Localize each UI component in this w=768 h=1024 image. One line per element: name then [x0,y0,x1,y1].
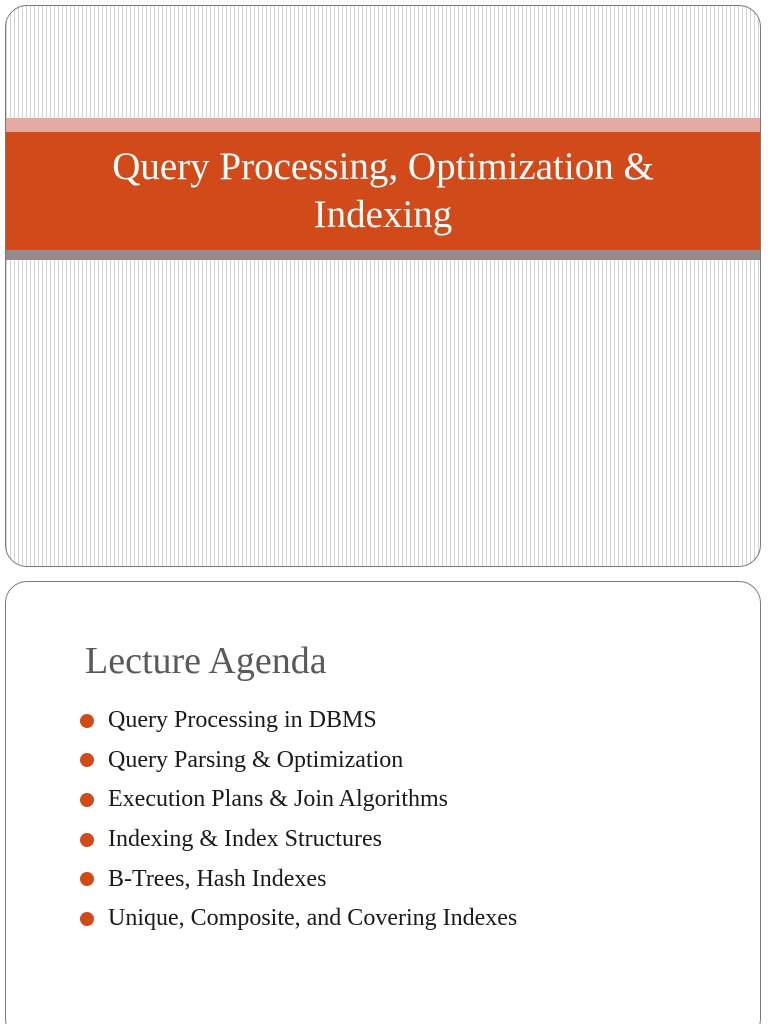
agenda-item-text: Unique, Composite, and Covering Indexes [108,905,518,932]
agenda-list [80,701,517,939]
agenda-item [80,701,517,741]
title-band-bottom-stripe [6,250,760,260]
bullet-dot-icon [80,912,94,926]
agenda-item [80,741,517,781]
bullet-dot-icon [80,872,94,886]
agenda-item-text: B-Trees, Hash Indexes [108,865,327,892]
agenda-heading: Lecture Agenda [85,640,327,682]
agenda-slide [5,581,761,1024]
agenda-item [80,859,517,899]
title-band-top-stripe [6,118,760,132]
slide-title: Query Processing, Optimization & Indexing [112,145,654,236]
title-slide [5,5,761,567]
agenda-item [80,780,517,820]
bullet-dot-icon [80,793,94,807]
bullet-dot-icon [80,714,94,728]
agenda-item [80,899,517,939]
agenda-item-text: Query Processing in DBMS [108,707,377,734]
agenda-item-text: Execution Plans & Join Algorithms [108,786,448,813]
bullet-dot-icon [80,753,94,767]
agenda-item-text: Indexing & Index Structures [108,826,382,853]
agenda-item-text: Query Parsing & Optimization [108,746,404,773]
title-band [6,132,760,250]
bullet-dot-icon [80,833,94,847]
agenda-item [80,820,517,860]
